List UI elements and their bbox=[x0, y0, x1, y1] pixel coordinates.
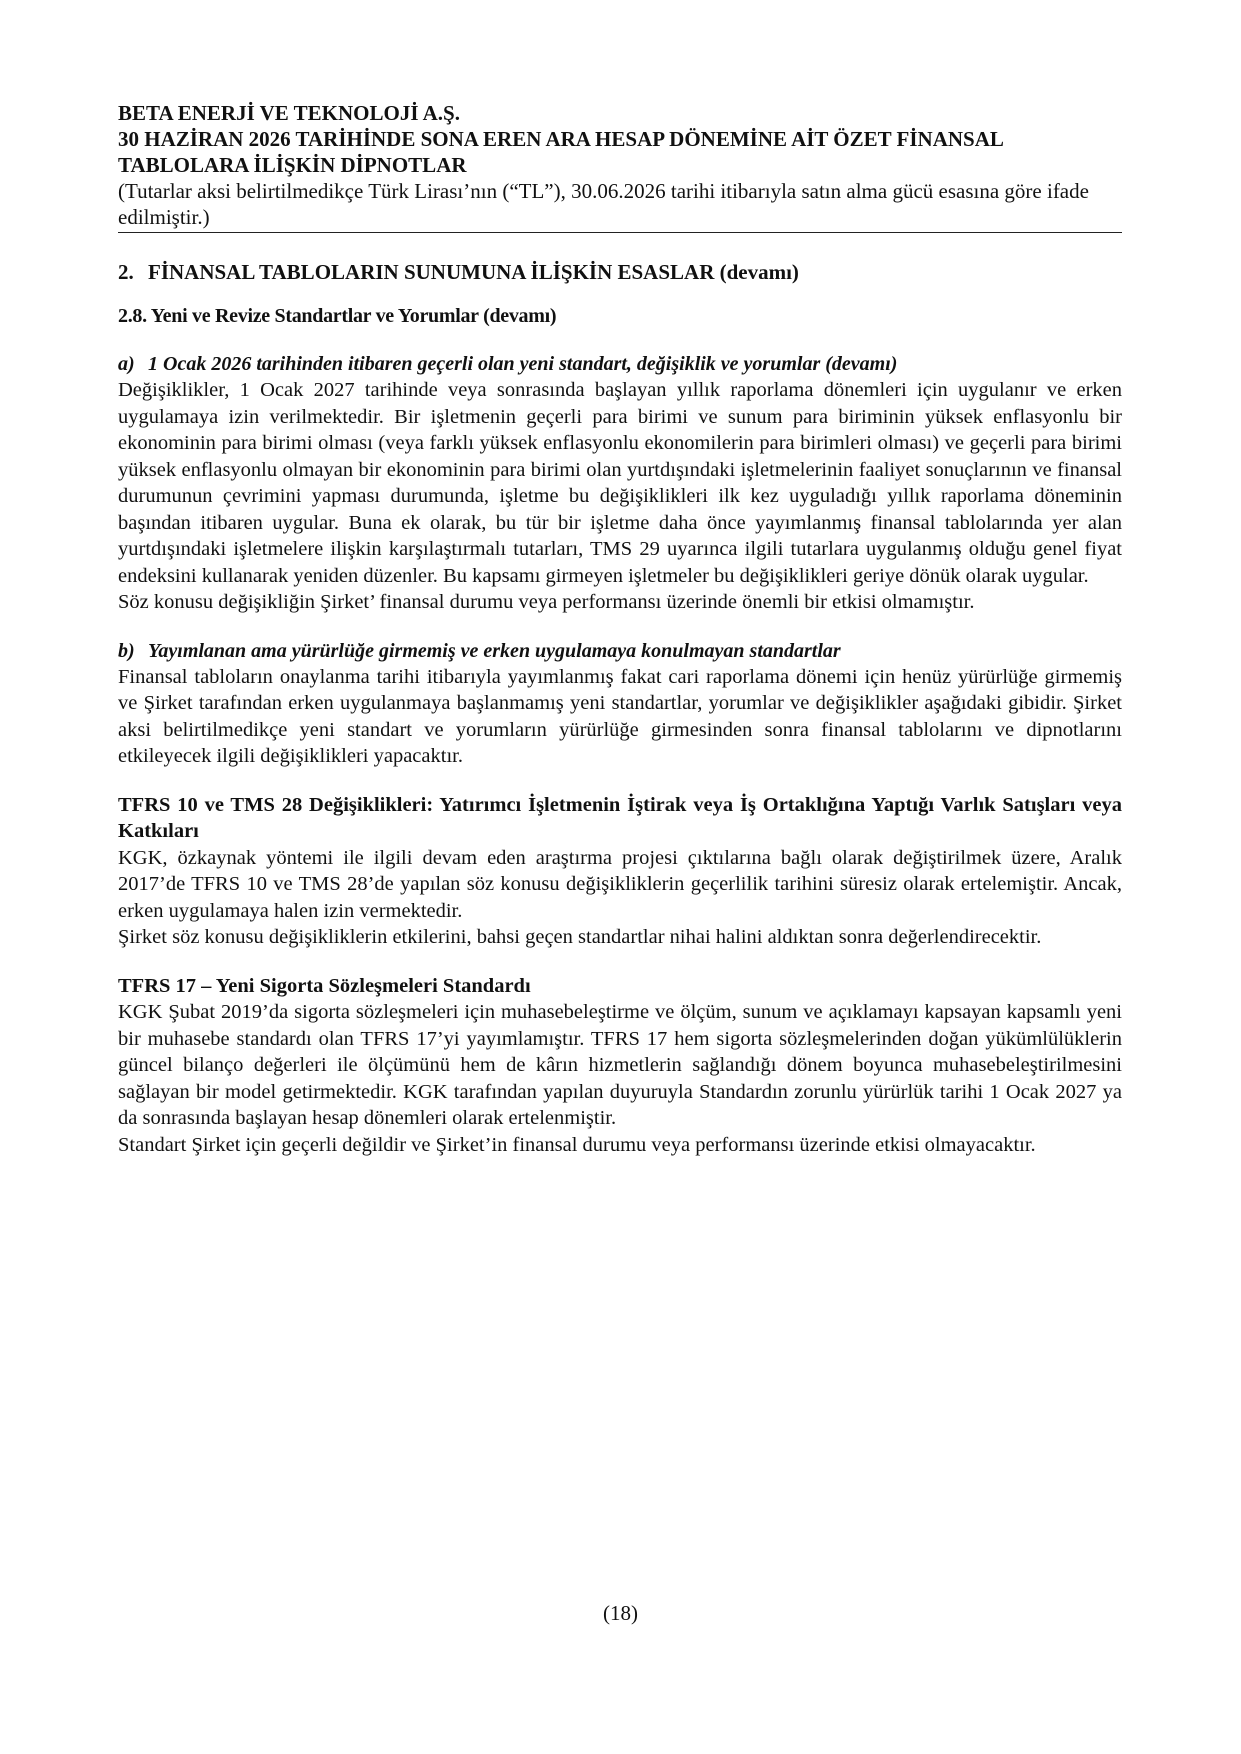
tfrs10-paragraph-2: Şirket söz konusu değişikliklerin etkilerini, bahsi geçen standartlar nihai halini aldıktan sonra değerlendirecektir. bbox=[118, 926, 1042, 948]
report-title-line2: TABLOLARA İLİŞKİN DİPNOTLAR bbox=[118, 153, 467, 177]
tfrs10-heading: TFRS 10 ve TMS 28 Değişiklikleri: Yatırımcı İşletmenin İştirak veya İş Ortaklığına Yaptığı Varlık Satışları veya Katkıları bbox=[118, 793, 1122, 842]
part-b-title: Yayımlanan ama yürürlüğe girmemiş ve erken uygulamaya konulmayan standartlar bbox=[148, 639, 841, 662]
part-a-paragraph-1: Değişiklikler, 1 Ocak 2027 tarihinde veya sonrasında başlayan yıllık raporlama dönemleri için uygulanır ve erken uygulamaya izin verilmektedir. Bir işletmenin geçerli para birimi ve sunum para biriminin yüksek enflasyonlu bir ekonominin para birimi olması (veya farklı yüksek enflasyonlu ekonomilerin para birimleri olması) ve geçerli para birimi yüksek enflasyonlu olmayan bir ekonominin para birimi olan yurtdışındaki işletmelerinin faaliyet sonuçlarının ve finansal durumunun çevrimini yapması durumunda, işletme bu değişiklikleri ilk kez uyguladığı yıllık raporlama döneminin başından itibaren uygular. Buna ek olarak, bu tür bir işletme daha önce yayımlanmış finansal tablolarında yer alan yurtdışındaki işletmelere ilişkin karşılaştırmalı tutarları, TMS 29 uyarınca ilgili tutarlara uygulanmış olduğu genel fiyat endeksini kullanarak yeniden düzenler. Bu kapsamı girmeyen işletmeler bu değişiklikleri geriye dönük olarak uygular. bbox=[118, 379, 1122, 587]
section-title: FİNANSAL TABLOLARIN SUNUMUNA İLİŞKİN ESASLAR (devamı) bbox=[148, 260, 799, 284]
part-a-heading bbox=[118, 351, 1122, 377]
tfrs10-paragraph-1: KGK, özkaynak yöntemi ile ilgili devam eden araştırma projesi çıktılarına bağlı olarak değiştirilmek üzere, Aralık 2017’de TFRS 10 ve TMS 28’de yapılan söz konusu değişikliklerin geçerlilik tarihini süresiz olarak ertelemiştir. Ancak, erken uygulamaya halen izin vermektedir. bbox=[118, 846, 1122, 922]
part-a-title: 1 Ocak 2026 tarihinden itibaren geçerli olan yeni standart, değişiklik ve yorumlar (devamı) bbox=[148, 353, 898, 375]
page-number: (18) bbox=[603, 1601, 638, 1625]
company-name: BETA ENERJİ VE TEKNOLOJİ A.Ş. bbox=[118, 101, 460, 125]
part-a-marker: a) bbox=[118, 353, 135, 375]
section-heading bbox=[118, 259, 1122, 285]
part-b-heading bbox=[118, 638, 1122, 664]
report-header bbox=[118, 100, 1122, 233]
tfrs17-paragraph-2: Standart Şirket için geçerli değildir ve Şirket’in finansal durumu veya performansı üzerinde etkisi olmayacaktır. bbox=[118, 1133, 1036, 1156]
tfrs17-heading: TFRS 17 – Yeni Sigorta Sözleşmeleri Standardı bbox=[118, 974, 531, 997]
currency-note: (Tutarlar aksi belirtilmedikçe Türk Lirası’nın (“TL”), 30.06.2026 tarihi itibarıyla satın alma gücü esasına göre ifade edilmiştir.) bbox=[118, 179, 1089, 229]
section-number: 2. bbox=[118, 260, 134, 284]
tfrs17-paragraph-1: KGK Şubat 2019’da sigorta sözleşmeleri için muhasebeleştirme ve ölçüm, sunum ve açıklamayı kapsayan kapsamlı yeni bir muhasebe standardı olan TFRS 17’yi yayımlamıştır. TFRS 17 hem sigorta sözleşmelerinden doğan yükümlülüklerin güncel bilanço değerleri ile ölçümünü hem de kârın hizmetlerin sağlandığı dönem boyunca muhasebeleştirilmesini sağlayan bir model getirmektedir. KGK tarafından yapılan duyuruyla Standardın zorunlu yürürlük tarihi 1 Ocak 2027 ya da sonrasında başlayan hesap dönemleri olarak ertelenmiştir. bbox=[118, 1001, 1122, 1129]
part-a-paragraph-2: Söz konusu değişikliğin Şirket’ finansal durumu veya performansı üzerinde önemli bir etkisi olmamıştır. bbox=[118, 591, 975, 613]
part-b-paragraph-1: Finansal tabloların onaylanma tarihi itibarıyla yayımlanmış fakat cari raporlama dönemi için henüz yürürlüğe girmemiş ve Şirket tarafından erken uygulanmaya başlanmamış yeni standartlar, yorumlar ve değişiklikler aşağıdaki gibidir. Şirket aksi belirtilmedikçe yeni standart ve yorumların yürürlüğe girmesinden sonra finansal tablolarını ve dipnotlarını etkileyecek ilgili değişiklikleri yapacaktır. bbox=[118, 665, 1122, 767]
part-b-marker: b) bbox=[118, 639, 135, 662]
document-page bbox=[118, 100, 1122, 1158]
subsection-heading: 2.8. Yeni ve Revize Standartlar ve Yorumlar (devamı) bbox=[118, 305, 557, 327]
header-divider bbox=[118, 232, 1122, 233]
report-title-line1: 30 HAZİRAN 2026 TARİHİNDE SONA EREN ARA HESAP DÖNEMİNE AİT ÖZET FİNANSAL bbox=[118, 127, 1004, 151]
